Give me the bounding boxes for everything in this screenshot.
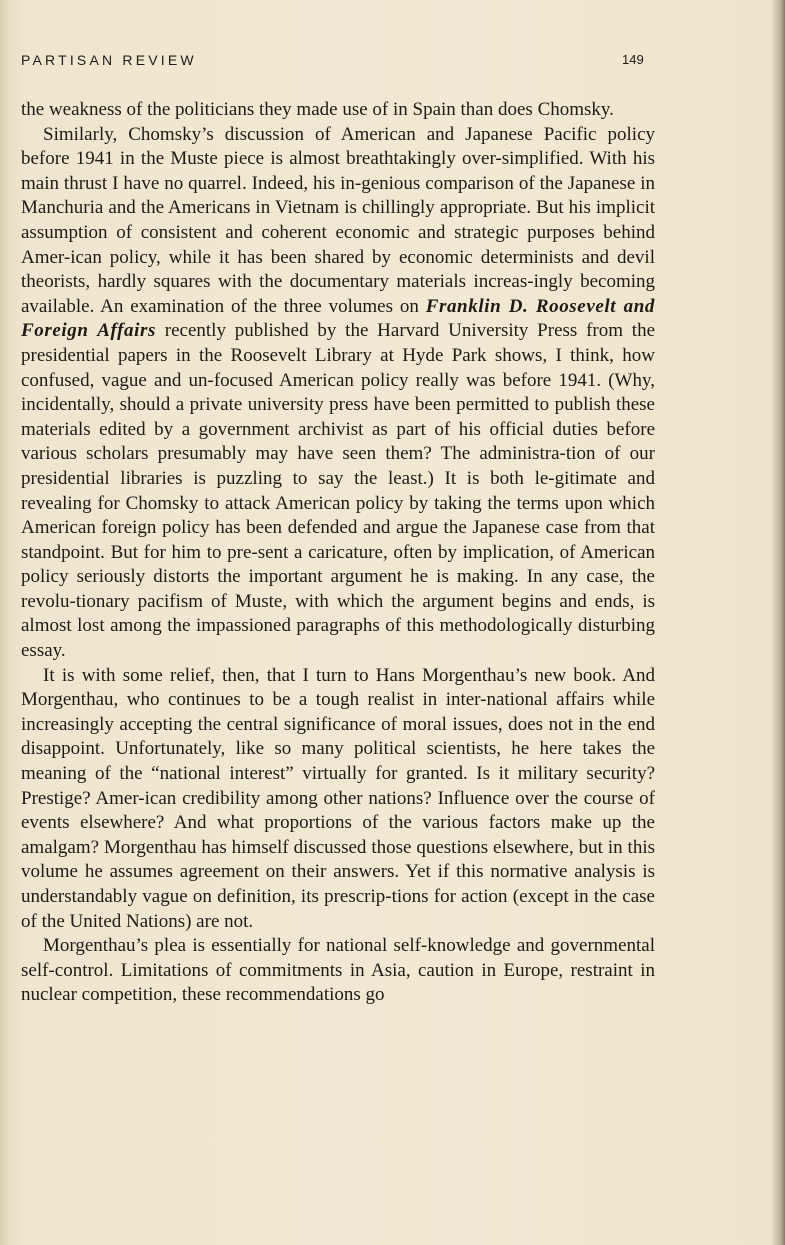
paragraph: Morgenthau’s plea is essentially for national self-knowledge and governmental self-control. Limitations of commitments in Asia, caution in Europe, restraint in nuclear competition, these recommendations go <box>21 935 655 1006</box>
book-title: Franklin D. Roosevelt and Foreign Affairs <box>21 295 655 342</box>
body-text <box>21 98 655 1008</box>
paragraph-text: recently published by the Harvard University Press from the presidential papers in the Roosevelt Library at Hyde Park shows, I think, how confused, vague and un-focused American policy really was before 1941. (Why, incidentally, should a private university press have been permitted to publish these materials edited by a government archivist as part of his official duties before various scholars presumably may have seen them? The administra-tion of our presidential libraries is puzzling to say the least.) It is both le-gitimate and revealing for Chomsky to attack American policy by taking the terms upon which American foreign policy has been defended and argue the Japanese case from that standpoint. But for him to pre-sent a caricature, often by implication, of American policy seriously distorts the important argument he is making. In any case, the revolu-tionary pacifism of Muste, with which the argument begins and ends, is almost lost among the impassioned paragraphs of this methodologically disturbing essay. <box>21 320 655 662</box>
paragraph: It is with some relief, then, that I turn to Hans Morgenthau’s new book. And Morgenthau, who continues to be a tough realist in inter-national affairs while increasingly accepting the central significance of moral issues, does not in the end disappoint. Unfortunately, like so many political scientists, he here takes the meaning of the “national interest” virtually for granted. Is it military security? Prestige? Amer-ican credibility among other nations? Influence over the course of events elsewhere? And what proportions of the various factors make up the amalgam? Morgenthau has himself discussed those questions elsewhere, but in this volume he assumes agreement on their answers. Yet if this normative analysis is understandably vague on definition, its prescrip-tions for action (except in the case of the United Nations) are not. <box>21 664 655 932</box>
paragraph-text: Similarly, Chomsky’s discussion of American and Japanese Pacific policy before 1941 in the Muste piece is almost breathtakingly over-simplified. With his main thrust I have no quarrel. Indeed, his in-genious comparison of the Japanese in Manchuria and the Americans in Vietnam is chillingly appropriate. But his implicit assumption of consistent and coherent economic and strategic purposes behind Amer-ican policy, while it has been shared by economic determinists and devil theorists, hardly squares with the documentary materials increas-ingly becoming available. An examination of the three volumes on <box>21 123 655 317</box>
page-number: 149 <box>622 52 644 67</box>
paragraph: the weakness of the politicians they made use of in Spain than does Chomsky. <box>21 99 614 120</box>
running-head: PARTISAN REVIEW <box>21 52 197 68</box>
page-edge-shadow <box>771 0 785 1245</box>
paragraph <box>21 123 655 664</box>
